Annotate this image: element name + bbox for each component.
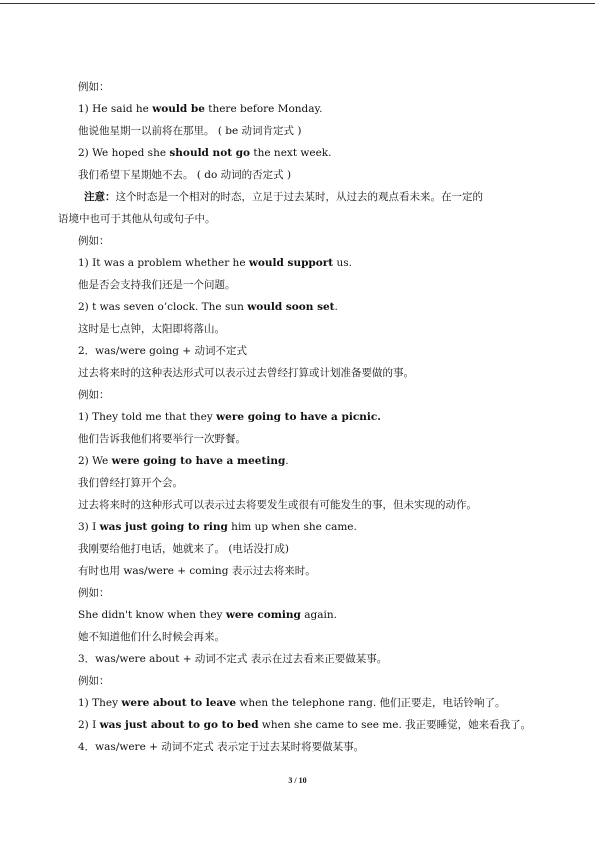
text-line bbox=[78, 586, 110, 600]
bold-phrase: were coming bbox=[225, 609, 301, 621]
text-span: 例如： bbox=[78, 389, 110, 401]
text-span: 1) He said he bbox=[78, 103, 153, 115]
text-line bbox=[78, 454, 289, 468]
text-span: . bbox=[334, 301, 338, 313]
header-rule bbox=[0, 3, 595, 4]
text-line bbox=[78, 300, 338, 314]
text-line bbox=[78, 652, 387, 666]
text-line bbox=[78, 674, 110, 688]
text-span: 2) t was seven o’clock. The sun bbox=[78, 301, 248, 313]
text-span: 他是否会支持我们还是一个问题。 bbox=[78, 279, 236, 291]
text-line bbox=[78, 366, 414, 380]
text-span: 过去将来时的这种表达形式可以表示过去曾经打算或计划准备要做的事。 bbox=[78, 367, 414, 379]
text-line bbox=[78, 608, 337, 622]
text-span: 他说他星期一以前将在那里。 ( be 动词肯定式 ) bbox=[78, 125, 302, 137]
text-span: 1) It was a problem whether he bbox=[78, 257, 249, 269]
text-line bbox=[78, 124, 301, 138]
bold-phrase: would soon set bbox=[247, 301, 335, 313]
bold-phrase: were going to have a meeting bbox=[111, 455, 286, 467]
page-number: 3 / 10 bbox=[288, 776, 307, 785]
text-span: 语境中也可于其他从句或句子中。 bbox=[58, 213, 216, 225]
text-line bbox=[78, 278, 236, 292]
text-line bbox=[78, 344, 247, 358]
text-line bbox=[78, 630, 225, 644]
text-line bbox=[78, 256, 352, 270]
text-line bbox=[78, 234, 110, 248]
text-span: She didn't know when they bbox=[78, 609, 226, 621]
bold-phrase: should not go bbox=[169, 147, 251, 159]
text-span: 我刚要给他打电话，她就来了。 (电话没打成) bbox=[78, 543, 290, 555]
text-span: 例如： bbox=[78, 81, 110, 93]
text-span: 我们希望下星期她不去。 ( do 动词的否定式 ) bbox=[78, 169, 292, 181]
text-span: 2) We bbox=[78, 455, 112, 467]
text-span: 这个时态是一个相对的时态，立足于过去某时，从过去的观点看未来。在一定的 bbox=[115, 191, 483, 203]
text-span: when she came to see me. 我正要睡觉，她来看我了。 bbox=[258, 719, 532, 731]
text-span: the next week. bbox=[250, 147, 332, 159]
text-span: 这时是七点钟，太阳即将落山。 bbox=[78, 323, 225, 335]
text-line bbox=[78, 476, 183, 490]
text-line bbox=[78, 80, 110, 94]
bold-phrase: were going to have a picnic. bbox=[216, 411, 381, 423]
text-span: there before Monday. bbox=[204, 103, 323, 115]
text-line bbox=[78, 322, 225, 336]
text-span: when the telephone rang. 他们正要走，电话铃响了。 bbox=[236, 697, 506, 709]
text-span: us. bbox=[333, 257, 352, 269]
bold-phrase: 注意： bbox=[84, 191, 116, 203]
text-span: 有时也用 was/were + coming 表示过去将来时。 bbox=[78, 565, 316, 577]
text-span: 3) I bbox=[78, 521, 100, 533]
text-line bbox=[78, 432, 246, 446]
text-span: . bbox=[285, 455, 289, 467]
text-line bbox=[78, 102, 322, 116]
text-line bbox=[78, 520, 357, 534]
bold-phrase: would be bbox=[152, 103, 205, 115]
text-line bbox=[78, 498, 477, 512]
text-span: 2) I bbox=[78, 719, 100, 731]
text-span: 1) They told me that they bbox=[78, 411, 217, 423]
text-span: 1) They bbox=[78, 697, 122, 709]
bold-phrase: was just going to ring bbox=[99, 521, 228, 533]
text-span: 我们曾经打算开个会。 bbox=[78, 477, 183, 489]
text-line bbox=[78, 168, 291, 182]
text-line bbox=[78, 564, 316, 578]
text-span: 2．was/were going + 动词不定式 bbox=[78, 345, 247, 357]
text-span: 4．was/were + 动词不定式 表示定于过去某时将要做某事。 bbox=[78, 741, 365, 753]
bold-phrase: were about to leave bbox=[121, 697, 237, 709]
text-line bbox=[78, 388, 110, 402]
text-line bbox=[78, 146, 332, 160]
text-span: 例如： bbox=[78, 235, 110, 247]
text-span: again. bbox=[300, 609, 337, 621]
text-line bbox=[78, 410, 381, 424]
text-span: 她不知道他们什么时候会再来。 bbox=[78, 631, 225, 643]
text-line bbox=[78, 696, 506, 710]
text-line bbox=[78, 718, 531, 732]
text-span: 3．was/were about + 动词不定式 表示在过去看来正要做某事。 bbox=[78, 653, 388, 665]
text-span: 过去将来时的这种形式可以表示过去将要发生或很有可能发生的事，但未实现的动作。 bbox=[78, 499, 477, 511]
text-span: 例如： bbox=[78, 675, 110, 687]
text-span: 他们告诉我他们将要举行一次野餐。 bbox=[78, 433, 246, 445]
bold-phrase: was just about to go to bed bbox=[99, 719, 259, 731]
text-line bbox=[78, 740, 364, 754]
bold-phrase: would support bbox=[248, 257, 334, 269]
text-line bbox=[84, 190, 483, 204]
text-span: 例如： bbox=[78, 587, 110, 599]
text-line bbox=[58, 212, 216, 226]
text-span: 2) We hoped she bbox=[78, 147, 170, 159]
text-span: him up when she came. bbox=[227, 521, 357, 533]
text-line bbox=[78, 542, 289, 556]
